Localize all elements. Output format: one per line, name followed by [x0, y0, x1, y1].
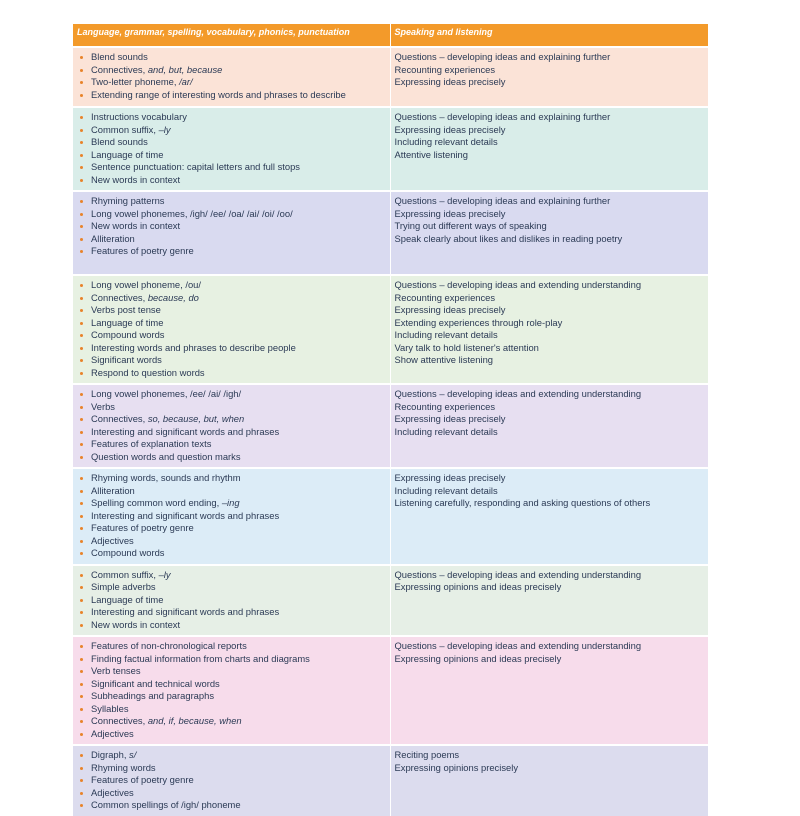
item-text: Verbs	[91, 400, 115, 412]
curriculum-table	[73, 24, 708, 816]
speaking-list	[395, 388, 705, 438]
item-text: Spelling common word ending,	[91, 497, 222, 508]
list-item	[77, 497, 386, 510]
item-emphasis: s/	[129, 749, 137, 760]
item-text: Two-letter phoneme,	[91, 76, 180, 87]
list-item: Vary talk to hold listener's attention	[394, 341, 539, 353]
list-item: Questions – developing ideas and explaining further	[394, 111, 611, 122]
list-item	[77, 51, 386, 64]
item-text: Blend sounds	[91, 51, 148, 62]
list-item	[77, 581, 386, 594]
list-item	[77, 522, 386, 535]
list-item	[77, 594, 386, 607]
speaking-cell	[390, 47, 708, 107]
list-item	[77, 367, 386, 380]
item-text: Features of non-chronological reports	[91, 640, 247, 651]
item-text: Interesting and significant words and phrases	[91, 509, 280, 521]
language-cell	[73, 636, 390, 745]
speaking-cell	[390, 565, 708, 637]
list-item: Extending experiences through role-play	[394, 316, 563, 328]
item-text: Adjectives	[91, 727, 134, 739]
item-emphasis: and, but, because	[147, 63, 223, 75]
list-item	[77, 665, 386, 678]
language-cell	[73, 745, 390, 816]
speaking-cell	[390, 275, 708, 384]
item-text: Finding factual information from charts and diagrams	[91, 652, 310, 664]
list-item	[77, 619, 386, 632]
item-text: Common suffix,	[91, 568, 159, 580]
item-emphasis: and, if, because, when	[147, 715, 242, 726]
list-item	[77, 774, 386, 787]
language-list	[77, 749, 386, 812]
list-item: Including relevant details	[394, 329, 498, 340]
item-text: Long vowel phoneme, /ou/	[91, 279, 201, 290]
list-item	[77, 653, 386, 666]
table-body	[73, 47, 708, 816]
item-text: Connectives,	[91, 413, 148, 424]
list-item	[77, 787, 386, 800]
item-text: Question words and question marks	[91, 450, 241, 462]
speaking-list	[395, 472, 705, 510]
list-item	[77, 317, 386, 330]
item-emphasis: –ing	[221, 497, 240, 508]
speaking-cell	[390, 384, 708, 468]
list-item: Speak clearly about likes and dislikes in reading poetry	[394, 232, 623, 244]
list-item: Expressing opinions precisely	[394, 761, 519, 773]
item-text: Adjectives	[91, 786, 134, 798]
item-text: Connectives,	[91, 715, 148, 726]
speaking-list	[395, 569, 705, 594]
list-item	[77, 569, 386, 582]
header-language: Language, grammar, spelling, vocabulary, phonics, punctuation	[73, 24, 390, 47]
list-item	[77, 279, 386, 292]
header-speaking: Speaking and listening	[390, 24, 708, 47]
list-item	[77, 149, 386, 162]
item-text: Instructions vocabulary	[91, 111, 187, 122]
list-item	[77, 426, 386, 439]
speaking-list	[395, 111, 705, 161]
list-item	[77, 111, 386, 124]
item-text: Significant and technical words	[91, 677, 220, 689]
list-item	[77, 678, 386, 691]
item-text: Alliteration	[91, 232, 135, 244]
item-emphasis: –ly	[158, 568, 171, 580]
list-item: Expressing ideas precisely	[394, 123, 506, 135]
item-text: Verbs post tense	[91, 304, 161, 315]
item-text: Verb tenses	[91, 665, 141, 676]
speaking-list	[395, 51, 705, 89]
item-text: Features of poetry genre	[91, 522, 194, 533]
list-item: Questions – developing ideas and extending understanding	[394, 568, 642, 580]
list-item: Show attentive listening	[394, 354, 493, 365]
language-cell	[73, 191, 390, 275]
item-text: Adjectives	[91, 534, 134, 546]
list-item: Including relevant details	[394, 484, 498, 496]
language-cell	[73, 107, 390, 191]
item-text: Extending range of interesting words and phrases to describe	[91, 88, 346, 100]
speaking-cell	[390, 191, 708, 275]
list-item	[77, 472, 386, 485]
speaking-cell	[390, 745, 708, 816]
item-text: Alliteration	[91, 484, 135, 496]
list-item	[77, 451, 386, 464]
list-item	[77, 703, 386, 716]
language-cell	[73, 384, 390, 468]
list-item	[77, 89, 386, 102]
list-item	[77, 161, 386, 174]
list-item	[77, 438, 386, 451]
list-item	[77, 715, 386, 728]
list-item	[77, 485, 386, 498]
list-item: Questions – developing ideas and extending understanding	[394, 640, 642, 651]
language-cell	[73, 275, 390, 384]
list-item	[77, 342, 386, 355]
speaking-cell	[390, 107, 708, 191]
item-text: Respond to question words	[91, 366, 205, 378]
table-row	[73, 275, 708, 384]
list-item	[77, 195, 386, 208]
list-item	[77, 292, 386, 305]
list-item: Recounting experiences	[394, 400, 496, 412]
item-text: Connectives,	[91, 63, 148, 75]
item-text: Language of time	[91, 593, 164, 605]
item-text: Blend sounds	[91, 136, 148, 147]
list-item	[77, 245, 386, 258]
list-item: Questions – developing ideas and extending understanding	[394, 388, 642, 399]
item-text: Features of poetry genre	[91, 245, 194, 256]
list-item: Including relevant details	[394, 136, 498, 147]
item-text: Significant words	[91, 354, 162, 365]
list-item: Expressing ideas precisely	[394, 413, 506, 424]
item-text: New words in context	[91, 220, 181, 231]
item-text: Features of poetry genre	[91, 774, 194, 785]
table-row	[73, 468, 708, 565]
item-text: Interesting and significant words and phrases	[91, 606, 280, 617]
item-emphasis: /ar/	[179, 76, 193, 87]
list-item: Expressing opinions and ideas precisely	[394, 652, 562, 664]
table-row	[73, 47, 708, 107]
list-item: Questions – developing ideas and explaining further	[394, 195, 611, 206]
language-list	[77, 388, 386, 463]
list-item	[77, 640, 386, 653]
list-item	[77, 329, 386, 342]
list-item: Expressing ideas precisely	[394, 207, 506, 219]
item-text: Connectives,	[91, 291, 148, 303]
item-text: Rhyming patterns	[91, 195, 165, 206]
list-item	[77, 547, 386, 560]
item-text: Rhyming words, sounds and rhythm	[91, 472, 241, 483]
language-list	[77, 279, 386, 379]
table-row	[73, 745, 708, 816]
list-item	[77, 174, 386, 187]
table-row	[73, 107, 708, 191]
list-item	[77, 690, 386, 703]
list-item: Questions – developing ideas and extending understanding	[394, 279, 642, 290]
item-text: Long vowel phonemes, /igh/ /ee/ /oa/ /ai/ /oi/ /oo/	[91, 207, 293, 219]
item-text: Simple adverbs	[91, 581, 156, 592]
list-item: Trying out different ways of speaking	[394, 220, 547, 231]
list-item	[77, 510, 386, 523]
list-item: Expressing ideas precisely	[394, 76, 506, 87]
item-text: Interesting words and phrases to describe people	[91, 341, 296, 353]
list-item: Recounting experiences	[394, 291, 496, 303]
list-item	[77, 304, 386, 317]
list-item	[77, 233, 386, 246]
list-item	[77, 535, 386, 548]
list-item	[77, 76, 386, 89]
list-item	[77, 762, 386, 775]
item-emphasis: –ly	[158, 123, 171, 135]
language-cell	[73, 47, 390, 107]
item-text: Compound words	[91, 329, 165, 340]
item-text: Syllables	[91, 702, 129, 714]
language-cell	[73, 468, 390, 565]
language-list	[77, 569, 386, 632]
item-emphasis: because, do	[147, 291, 199, 303]
list-item: Reciting poems	[394, 749, 460, 760]
language-list	[77, 472, 386, 560]
list-item	[77, 401, 386, 414]
item-text: Common spellings of /igh/ phoneme	[91, 799, 241, 810]
table-row	[73, 636, 708, 745]
list-item	[77, 388, 386, 401]
list-item	[77, 799, 386, 812]
list-item: Attentive listening	[394, 148, 468, 160]
list-item	[77, 220, 386, 233]
list-item: Expressing ideas precisely	[394, 304, 506, 315]
table-row	[73, 565, 708, 637]
item-emphasis: so, because, but, when	[147, 413, 245, 424]
list-item: Including relevant details	[394, 425, 498, 437]
language-cell	[73, 565, 390, 637]
list-item: Expressing opinions and ideas precisely	[394, 581, 562, 592]
list-item	[77, 606, 386, 619]
language-list	[77, 111, 386, 186]
speaking-list	[395, 749, 705, 774]
speaking-cell	[390, 636, 708, 745]
item-text: Compound words	[91, 547, 165, 558]
item-text: New words in context	[91, 618, 181, 630]
item-text: Language of time	[91, 316, 164, 328]
list-item	[77, 749, 386, 762]
list-item: Expressing ideas precisely	[394, 472, 506, 483]
item-text: Common suffix,	[91, 123, 159, 135]
table-row	[73, 191, 708, 275]
language-list	[77, 51, 386, 101]
list-item: Recounting experiences	[394, 63, 496, 75]
speaking-list	[395, 279, 705, 367]
item-text: Long vowel phonemes, /ee/ /ai/ /igh/	[91, 388, 242, 399]
language-list	[77, 195, 386, 258]
item-text: Subheadings and paragraphs	[91, 690, 215, 701]
speaking-cell	[390, 468, 708, 565]
list-item: Questions – developing ideas and explaining further	[394, 51, 611, 62]
list-item	[77, 64, 386, 77]
item-text: Sentence punctuation: capital letters and full stops	[91, 161, 300, 172]
item-text: Rhyming words	[91, 761, 156, 773]
header-row	[73, 24, 708, 47]
list-item	[77, 354, 386, 367]
list-item	[77, 136, 386, 149]
speaking-list	[395, 640, 705, 665]
item-text: Interesting and significant words and phrases	[91, 425, 280, 437]
list-item	[77, 208, 386, 221]
table-row	[73, 384, 708, 468]
item-text: Digraph,	[91, 749, 130, 760]
language-list	[77, 640, 386, 740]
item-text: New words in context	[91, 173, 181, 185]
item-text: Language of time	[91, 148, 164, 160]
list-item: Listening carefully, responding and asking questions of others	[394, 497, 651, 508]
list-item	[77, 728, 386, 741]
speaking-list	[395, 195, 705, 245]
list-item	[77, 124, 386, 137]
item-text: Features of explanation texts	[91, 438, 212, 449]
list-item	[77, 413, 386, 426]
